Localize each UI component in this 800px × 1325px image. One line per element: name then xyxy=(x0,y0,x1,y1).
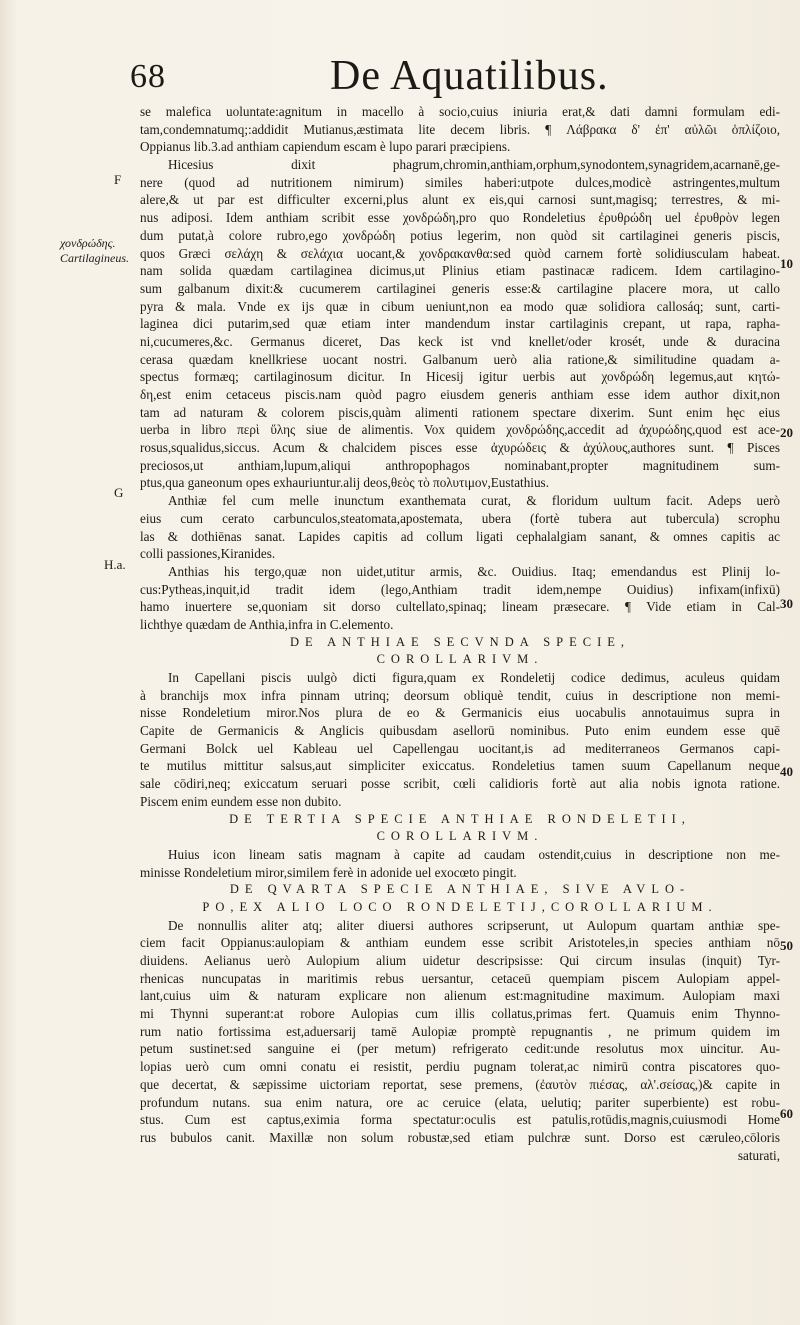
text-line: nam solida quædam cartilaginea dicimus,ut Plinius etiam pastinacæ radicem. Idem cartilagino- xyxy=(140,263,780,279)
text-line: In Capellani piscis uulgò dicti figura,quam ex Rondeletij codice dedimus, aculeus quidam xyxy=(168,670,780,685)
text-line: Anthiæ fel cum melle inunctum exanthemata curat, & floridum uultum facit. Adeps uerò xyxy=(168,493,780,509)
text-line: lichthye quædam de Anthia,infra in C.elemento. xyxy=(140,616,394,632)
text-line: cus:Pytheas,inquit,id tradit idem (lego,Anthiam tradit idem,nempe Ouidius) infixam(infixū) xyxy=(140,581,780,597)
text-line: nisse Rondeletium miror.Nos plura de eo & Germanicis eius uocabulis annotauimus supra in xyxy=(140,705,780,721)
section-heading: DE ANTHIAE SECVNDA SPECIE, xyxy=(289,634,631,649)
text-line: diuidens. Aelianus uerò Aulopium alium uidetur descripsisse: Qui circum insulas (inquit) Tyr- xyxy=(140,953,780,968)
text-line: eius cum cerato carbunculos,steatomata,apostemata, ubera (fortè tubera aut tubercula) scrophu xyxy=(140,510,780,526)
text-line: Anthias his tergo,quæ non uidet,utitur armis, &c. Ouidius. Itaq; emendandus est Plinij lo- xyxy=(168,563,780,579)
text-line: preciosos,ut anthiam,lupum,aliqui anthropophagos nominabant,propter magnitudinem sum- xyxy=(140,457,780,473)
text-line: se malefica uoluntate:agnitum in macello à socio,cuius iniuria erat,& dati damni formulam edi- xyxy=(140,104,780,119)
text-line: tam ad naturam & colorem piscis,quàm alimenti rationem spectare dixerim. Sunt enim hęc eius xyxy=(140,404,780,420)
text-line: las & dothiēnas sanat. Lapides capitis ad collum ligati cephalalgiam sanant, & omnes capitis ac xyxy=(140,528,780,544)
margin-section-letter: G xyxy=(114,485,124,500)
text-line: ciem facit Oppianus:aulopiam & anthiam eundem esse scribit Aristoteles,in species anthiam nō xyxy=(140,935,780,951)
text-line: profundum nutans. sua enim natura, ore ac ceruice (elata, uelutiq; pariter superbiente) est robu- xyxy=(140,1094,780,1110)
text-line: δη,est enim cetaceus piscis.nam quòd pagro eiusdem generis anthiam esse idem author dixit,non xyxy=(140,387,780,402)
text-line: De nonnullis aliter atq; aliter diuersi authores scripserunt, ut Aulopum quartam anthiæ spe- xyxy=(168,917,780,933)
section-heading: DE TERTIA SPECIE ANTHIAE RONDELETII, xyxy=(229,811,691,826)
margin-line-number: 10 xyxy=(780,256,793,271)
text-line: dum putat,à colore rubro,ego χονδρώδη potius legerim, non quòd sit cartilaginei generis piscis, xyxy=(140,227,780,243)
text-line: mi Thynni superant:at robore Aulopias cum illis collatus,primas fert. Quamuis enim Thynno- xyxy=(140,1006,780,1022)
text-line: rus bubulos canit. Maxillæ non solum robustæ,sed etiam pulchræ sunt. Dorso est cæruleo,cōloris xyxy=(140,1129,780,1145)
margin-line-number: 50 xyxy=(780,938,793,953)
page-number: 68 xyxy=(130,58,166,95)
text-line: pyra & mala. Vnde ex ijs quæ in cibum ueniunt,non ea modo quæ solidiora callosáq; sunt, carti- xyxy=(140,298,780,314)
text-line: te mutilus mittitur salsus,aut simpliciter exiccatus. Rondeletius tamen suum Capellanum neque xyxy=(140,758,780,774)
text-line: minisse Rondeletium miror,similem ferè in adonide uel exocœto pingit. xyxy=(140,864,517,880)
text-line: sum galbanum dixit:& cucumerem cartilaginei generis esse:& cartilagine placere mora, ut callo xyxy=(140,280,780,296)
text-line: Germani Bolck uel Kableau uel Capellengau uocitant,is ad mediterraneos Germanos capi- xyxy=(140,740,780,756)
margin-gloss: χονδρώδης. xyxy=(60,236,116,250)
text-line: Huius icon lineam satis magnam à capite ad caudam ostendit,cuius in descriptione non me- xyxy=(168,846,780,862)
text-line: quos Græci σελάχη & σελάχια uocant,& χονδρακανθα:sed quòd carnem fortè solidiusculam habeat. xyxy=(140,245,780,261)
text-line: Piscem enim eundem esse non dubito. xyxy=(140,793,342,809)
text-line: que decertat, & sæpissime uictoriam reportat, sese premens, (ἐαυτὸν πιέσας, αλ'.σείσας,)& capite in xyxy=(140,1076,780,1092)
text-line: Hicesius dixit phagrum,chromin,anthiam,orphum,synodontem,synagridem,acarnanē,ge- xyxy=(168,157,780,173)
page-header xyxy=(130,52,770,98)
section-heading: PO,EX ALIO LOCO RONDELETIJ,COROLLARIUM. xyxy=(202,899,718,914)
text-line: Oppianus lib.3.ad anthiam capiendum escam è lupo parari præcipiens. xyxy=(140,139,511,155)
margin-line-number: 20 xyxy=(780,425,793,440)
text-line: alere,& ut par est difficulter excerni,plus alunt ex eis,qui carnosi sunt,magisq; terrestres, & mi- xyxy=(140,192,780,208)
margin-line-number: 60 xyxy=(780,1106,793,1121)
text-line: laginea dici putarim,sed quæ etiam inter mandendum instar cartilaginis crepant, ut rapa, rapha- xyxy=(140,316,780,332)
text-line: rum natio fortissima est,aduersarij tamē Aulopiæ promptè repugnantis , ne primum quidem im xyxy=(140,1023,780,1039)
section-heading: COROLLARIVM. xyxy=(376,652,544,667)
text-line: colli passiones,Kiranides. xyxy=(140,546,276,562)
text-line: stus. Cum est captus,eximia forma spectatur:oculis est patulis,rotūdis,magnis,cuiusmodi Home xyxy=(140,1112,780,1128)
text-line: à branchijs mox infra pinnam utrinq; deorsum obliquè tendit, cuius in descriptione non memi- xyxy=(140,687,780,703)
text-line: sale cōdiri,neq; exiccatum seruari posse scribit, cœli calidioris fortè aut alia nobis ignota ratione. xyxy=(140,776,780,792)
margin-line-number: 40 xyxy=(780,764,793,779)
text-line: uerba in libro περὶ ὕλης siue de alimentis. Vox quidem χονδρώδης,accedit ad ἀχυρώδης,quod est ace- xyxy=(140,422,780,438)
margin-line-number: 30 xyxy=(780,596,793,611)
text-line: petum sustinet:sed sanguine ei (per metum) refrigerato cedit:unde resolutus mox uincitur. Au- xyxy=(140,1041,780,1057)
section-heading: DE QVARTA SPECIE ANTHIAE, SIVE AVLO- xyxy=(229,882,691,897)
text-line: ni,cucumeres,&c. Germanus diceret, Das keck ist vnd knellet/oder krosét, unde & duracina xyxy=(140,333,780,349)
margin-section-letter: F xyxy=(114,172,122,187)
running-title: De Aquatilibus. xyxy=(330,53,609,99)
text-line: rhenicas nuncupatas in maritimis rebus uersantur, cetaceū quempiam piscem Aulopiam appel- xyxy=(140,970,780,986)
text-line: lant,cuius uim & naturam explicare non alienum est:magnitudine maximum. Aulopiam maxi xyxy=(140,988,780,1004)
text-line: ptus,qua ganeonum opes exhauriuntur.alij deos,θεὸς τὸ πολυτιμον,Eustathius. xyxy=(140,475,549,491)
text-line: nere (quod ad nutritionem nimirum) similes haberi:utpote dulces,modicè astringentes,multum xyxy=(140,174,780,190)
margin-section-letter: H.a. xyxy=(104,557,126,572)
margin-gloss: Cartilagineus. xyxy=(60,251,130,265)
text-line: tam,condemnatumq;:addidit Mutianus,æstimata lite decem libris. ¶ Λάβρακα δ' ἐπ' αὐλῶι ὁπλίζοιο, xyxy=(140,121,780,137)
catchword: saturati, xyxy=(737,1147,780,1163)
text-line: spectus formæq; cartilaginosum dicitur. In Hicesij igitur uerbis aut χονδρώδη legemus,aut κητώ- xyxy=(140,369,780,385)
text-line: Capite de Germanicis & Anglicis quibusdam asellorū nominibus. Puto enim eundem esse quē xyxy=(140,723,780,739)
text-line: cerasa quædam knellkriese uocant nostri. Galbanum uerò alia ratione,& similitudine quadam a- xyxy=(140,351,780,367)
body-text xyxy=(140,103,780,1164)
text-line: hamo inuertere se,quoniam sit dorso cultellato,spinaq; lineam præsecare. ¶ Vide etiam in Cal- xyxy=(140,599,780,615)
text-line: rosus,squalidus,siccus. Acum & chalcidem pisces esse ἀχυρώδεις & ἀχύλους,authores sunt. ¶ Pisces xyxy=(140,440,780,456)
text-line: nus adiposi. Idem anthiam scribit esse χονδρώδη,pro quo Rondeletius ἐρυθρώδη uel ἐρυθρὸν legen xyxy=(140,210,780,226)
text-line: lopias uerò cum omni conatu ei resistit, perdiu pugnam tolerat,ac nimirū contra piscatores quo- xyxy=(140,1059,780,1075)
section-heading: COROLLARIVM. xyxy=(376,829,544,844)
